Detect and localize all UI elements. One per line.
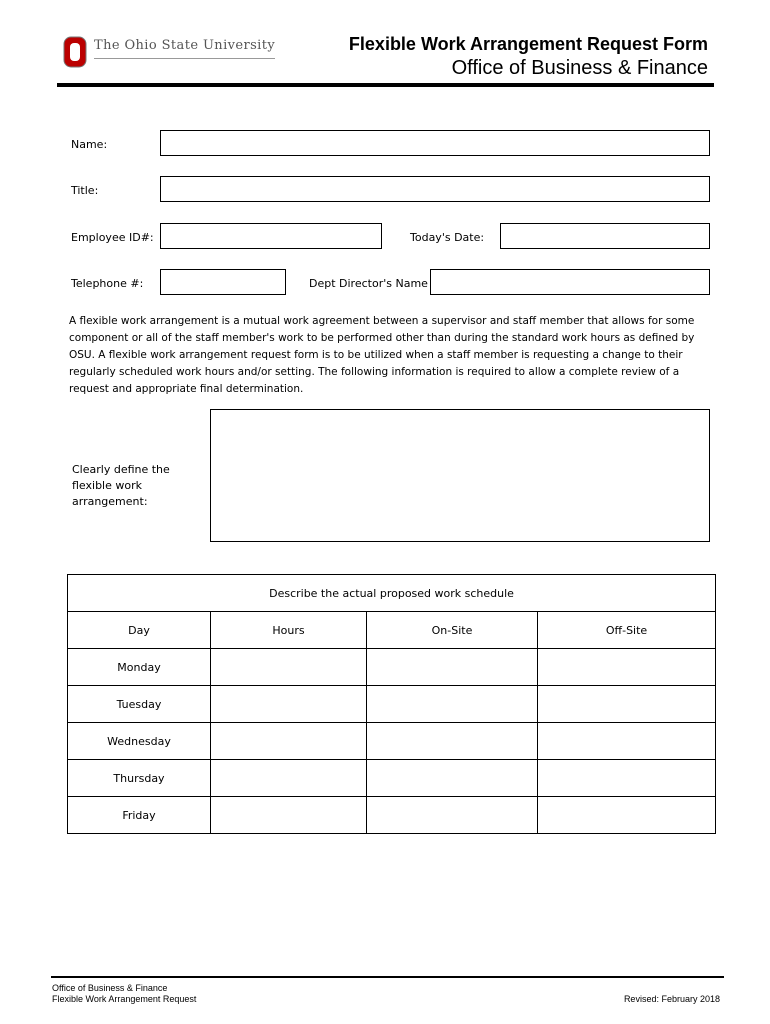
hours-cell[interactable] [211,797,367,834]
hours-cell[interactable] [211,686,367,723]
schedule-table [67,574,716,834]
on-site-cell[interactable] [367,723,538,760]
on-site-cell[interactable] [367,760,538,797]
footer-revised-date: Revised: February 2018 [623,994,720,1004]
title-label: Title: [71,184,99,197]
column-header-hours: Hours [211,612,367,649]
telephone-field[interactable] [160,269,286,295]
telephone-label: Telephone #: [71,277,144,290]
on-site-cell[interactable] [367,797,538,834]
ohio-state-block-o-logo [63,36,87,68]
hours-cell[interactable] [211,760,367,797]
table-row [68,797,716,834]
hours-cell[interactable] [211,723,367,760]
schedule-caption: Describe the actual proposed work schedule [68,575,716,612]
intro-paragraph: A flexible work arrangement is a mutual work agreement between a supervisor and staff member that allows for some component or all of the staff member's work to be performed other than during the standard work hours as defined by OSU. A flexible work arrangement request form is to be utilized when a staff member is requesting a change to their regularly scheduled work hours and/or setting. The following information is required to allow a complete review of a request and appropriate final determination. [69,315,695,395]
day-cell-monday: Monday [68,649,211,686]
column-header-off-site: Off-Site [538,612,716,649]
column-header-day: Day [68,612,211,649]
brand-underline [94,58,275,59]
todays-date-label: Today's Date: [410,231,485,244]
footer-divider [51,976,724,978]
day-cell-thursday: Thursday [68,760,211,797]
table-row [68,649,716,686]
hours-cell[interactable] [211,649,367,686]
arrangement-label: Clearly define the flexible work arrangement: [72,463,170,508]
schedule-header-row [68,612,716,649]
table-row [68,723,716,760]
day-cell-tuesday: Tuesday [68,686,211,723]
title-field[interactable] [160,176,710,202]
off-site-cell[interactable] [538,723,716,760]
off-site-cell[interactable] [538,649,716,686]
header-divider [57,83,714,87]
footer-form-name: Flexible Work Arrangement Request [52,994,197,1004]
dept-director-label: Dept Director's Name [309,277,428,290]
table-row [68,686,716,723]
form-title: Flexible Work Arrangement Request Form [348,34,708,54]
name-label: Name: [71,138,108,151]
day-cell-wednesday: Wednesday [68,723,211,760]
column-header-on-site: On-Site [367,612,538,649]
footer-office: Office of Business & Finance [52,983,168,993]
name-field[interactable] [160,130,710,156]
employee-id-label: Employee ID#: [71,231,154,244]
arrangement-textarea[interactable] [210,409,710,542]
off-site-cell[interactable] [538,760,716,797]
office-title: Office of Business & Finance [451,57,708,79]
on-site-cell[interactable] [367,649,538,686]
on-site-cell[interactable] [367,686,538,723]
dept-director-field[interactable] [430,269,710,295]
todays-date-field[interactable] [500,223,710,249]
university-name: The Ohio State University [94,38,276,53]
off-site-cell[interactable] [538,686,716,723]
employee-id-field[interactable] [160,223,382,249]
day-cell-friday: Friday [68,797,211,834]
off-site-cell[interactable] [538,797,716,834]
table-row [68,760,716,797]
